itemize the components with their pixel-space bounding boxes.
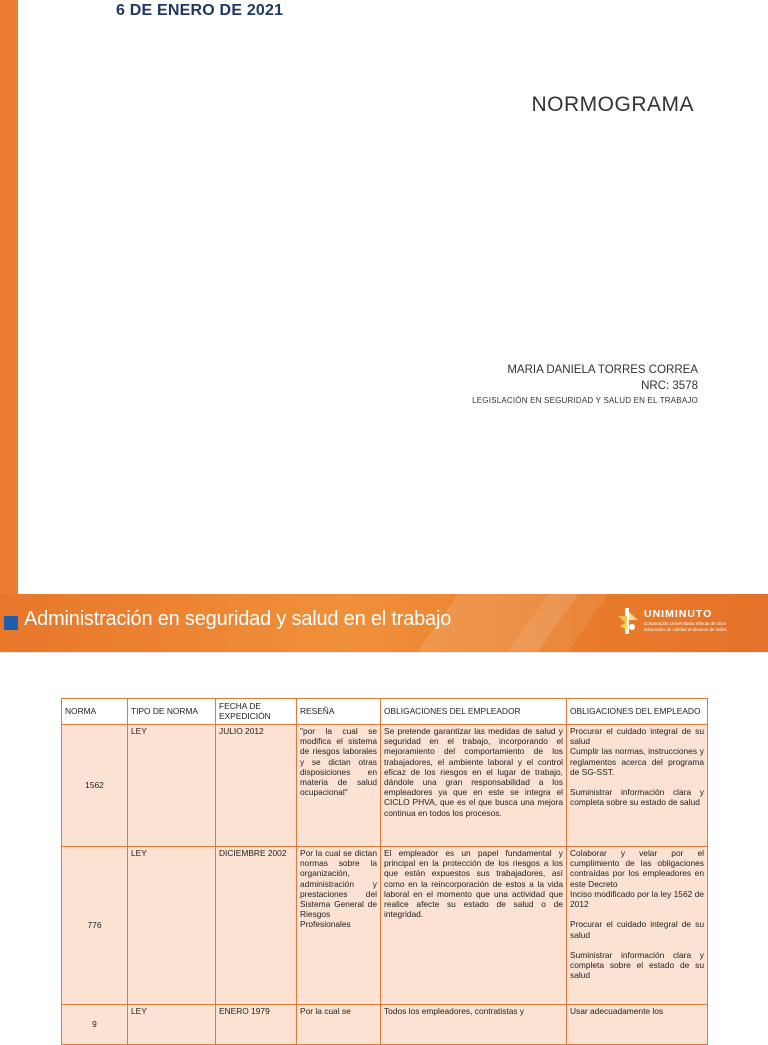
cell-resena: Por la cual se dictan normas sobre la organización, administración y prestaciones del Sistema General de Riesgos Profesionales [297, 847, 381, 1005]
banner-square-icon [4, 616, 18, 630]
cell-empleador: El empleador es un papel fundamental y principal en la protección de los riesgos a los que están expuestos sus trabajadores, así como en la reincorporación de estos a la vida laboral en el momento que una actividad que realice afecte su estado de salud o de integridad. [381, 847, 567, 1005]
table-row [62, 847, 708, 1005]
header-resena: RESEÑA [297, 699, 381, 725]
header-fecha: FECHA DE EXPEDICIÓN [216, 699, 297, 725]
document-title: NORMOGRAMA [531, 93, 694, 116]
uniminuto-logo [616, 606, 766, 640]
logo-name: UNIMINUTO [644, 608, 713, 620]
logo-subtitle: Corporación Universitaria Minuto de Dios [644, 621, 727, 626]
header-tipo: TIPO DE NORMA [128, 699, 216, 725]
cell-tipo: LEY [128, 725, 216, 847]
header-empleador: OBLIGACIONES DEL EMPLEADOR [381, 699, 567, 725]
cell-tipo: LEY [128, 1005, 216, 1045]
table-row [62, 1005, 708, 1045]
author-block [472, 362, 698, 408]
logo-mark-icon [616, 606, 640, 636]
cell-empleado: Procurar el cuidado integral de su salud Cumplir las normas, instrucciones y reglamentos acerca del programa de SG-SST. Suministrar información clara y completa sobre su estado de salud [567, 725, 708, 847]
cell-norma: 1562 [62, 725, 128, 847]
cell-fecha: JULIO 2012 [216, 725, 297, 847]
cell-empleador: Todos los empleadores, contratistas y [381, 1005, 567, 1045]
author-name: MARIA DANIELA TORRES CORREA [507, 364, 698, 376]
normograma-table [61, 698, 708, 1045]
cell-fecha: ENERO 1979 [216, 1005, 297, 1045]
table-row [62, 725, 708, 847]
logo-tagline: Educación de calidad al alcance de todos [644, 627, 727, 632]
header-empleado: OBLIGACIONES DEL EMPLEADO [567, 699, 708, 725]
cell-empleado: Usar adecuadamente los [567, 1005, 708, 1045]
cell-empleado: Colaborar y velar por el cumplimiento de las obligaciones contraídas por los empleadores en este Decreto Inciso modificado por la ley 1562 de 2012 Procurar el cuidado integral de su salud Suministrar información clara y completa sobre el estado de su salud [567, 847, 708, 1005]
cell-empleador: Se pretende garantizar las medidas de salud y seguridad en el trabajo, incorporando el mejoramiento del comportamiento de los trabajadores, el ambiente laboral y el control eficaz de los riesgos en el lugar de trabajo, dándole una gran responsabilidad a los empleadores ya que en este se integra el CICLO PHVA, que es el que busca una mejora continua en todos los procesos. [381, 725, 567, 847]
table-header-row [62, 699, 708, 725]
course-name: LEGISLACIÓN EN SEGURIDAD Y SALUD EN EL TRABAJO [472, 396, 698, 405]
document-date: 6 DE ENERO DE 2021 [116, 2, 284, 19]
header-norma: NORMA [62, 699, 128, 725]
header-banner [0, 594, 768, 652]
cell-norma: 9 [62, 1005, 128, 1045]
author-nrc: NRC: 3578 [641, 380, 698, 392]
cell-fecha: DICIEMBRE 2002 [216, 847, 297, 1005]
cell-resena: "por la cual se modifica el sistema de riesgos laborales y se dictan otras disposiciones en materia de salud ocupacional" [297, 725, 381, 847]
accent-bar [0, 0, 18, 594]
banner-title: Administración en seguridad y salud en el trabajo [24, 608, 452, 630]
cell-resena: Por la cual se [297, 1005, 381, 1045]
cell-tipo: LEY [128, 847, 216, 1005]
table-page [0, 652, 768, 1030]
cell-norma: 776 [62, 847, 128, 1005]
